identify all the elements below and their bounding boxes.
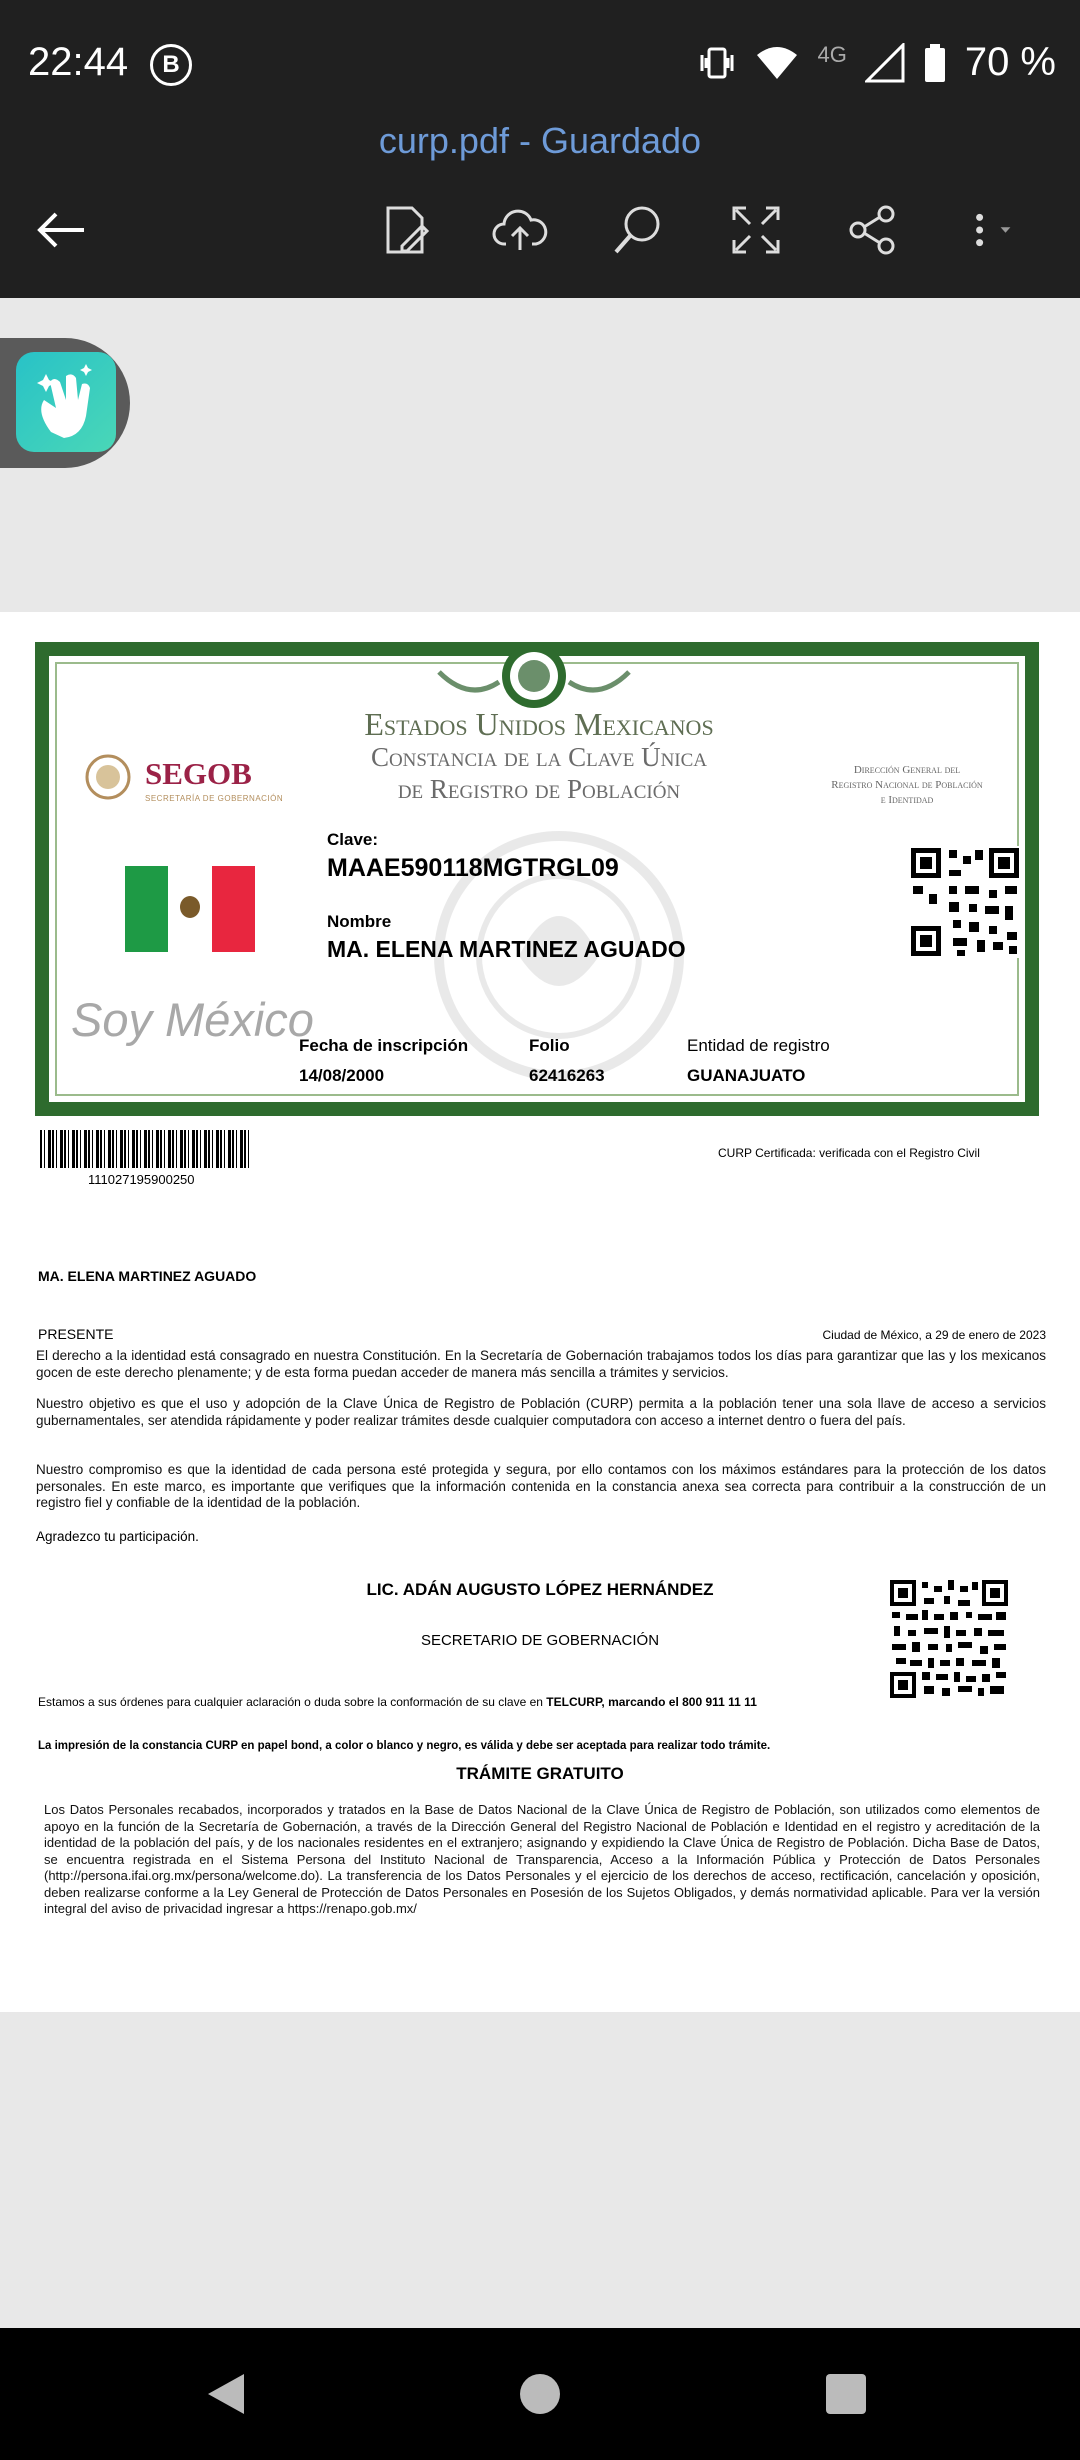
- wifi-icon: [755, 43, 799, 83]
- soy-mexico-text: Soy México: [71, 993, 314, 1046]
- pdf-viewer[interactable]: [0, 298, 1080, 2328]
- back-triangle-icon[interactable]: [204, 2372, 248, 2416]
- recents-square-icon[interactable]: [824, 2372, 868, 2416]
- paragraph-1: El derecho a la identidad está consagrado en nuestra Constitución. En la Secretaría de Gobernación trabajamos todos los días para garantizar que las y los mexicanos gocen de este derecho plenamente; y de esta forma puedan acceder de manera más sencilla a trámites y servicios.: [36, 1348, 1046, 1380]
- thanks-text: Agradezco tu participación.: [36, 1529, 199, 1544]
- validity-note: La impresión de la constancia CURP en papel bond, a color o blanco y negro, es válida y debe ser aceptada para realizar todo trámite.: [38, 1740, 771, 1752]
- direccion-line-1: Dirección General del: [853, 764, 961, 776]
- waving-hand-icon[interactable]: [16, 352, 116, 452]
- fullscreen-icon[interactable]: [728, 202, 784, 258]
- barcode: [40, 1130, 250, 1168]
- cloud-upload-icon[interactable]: [492, 202, 548, 258]
- edit-document-icon[interactable]: [378, 202, 434, 258]
- contact-telcurp: TELCURP, marcando el 800 911 11 11: [546, 1695, 757, 1709]
- paragraph-2: Nuestro objetivo es que el uso y adopción de la Clave Única de Registro de Población (CURP) permita a la población tener una sola llave de acceso a servicios gubernamentales, ser atendida rápidamente y poder realizar trámites desde cualquier computadora con acceso a internet dentro o fuera del país.: [36, 1396, 1046, 1428]
- share-icon[interactable]: [844, 202, 900, 258]
- status-right: [697, 40, 1056, 85]
- app-badge-icon: B: [150, 44, 192, 86]
- assistant-fab[interactable]: [0, 338, 130, 468]
- segob-subtitle: SECRETARÍA DE GOBERNACIÓN: [145, 794, 284, 803]
- direccion-line-2: Registro Nacional de Población: [831, 779, 983, 791]
- pdf-page: [0, 612, 1080, 2012]
- document-title: curp.pdf - Guardado: [378, 120, 702, 161]
- clave-label: Clave:: [327, 830, 379, 849]
- back-arrow-icon[interactable]: [32, 202, 88, 258]
- mexico-flag-icon: [125, 866, 255, 952]
- recipient-name: MA. ELENA MARTINEZ AGUADO: [38, 1268, 257, 1284]
- folio-label: Folio: [529, 1036, 570, 1055]
- presente-text: PRESENTE: [38, 1326, 114, 1342]
- segob-seal-icon: [85, 754, 131, 800]
- network-type: 4G: [817, 41, 847, 67]
- qr-code-icon: [909, 846, 1021, 958]
- nombre-value: MA. ELENA MARTINEZ AGUADO: [327, 936, 686, 962]
- certificada-note: CURP Certificada: verificada con el Registro Civil: [718, 1146, 980, 1160]
- battery-level: 70 %: [964, 40, 1056, 84]
- vibrate-icon: [697, 43, 737, 83]
- clave-value: MAAE590118MGTRGL09: [327, 854, 619, 882]
- folio-value: 62416263: [529, 1066, 605, 1085]
- navigation-bar: [0, 2328, 1080, 2460]
- home-circle-icon[interactable]: [518, 2372, 562, 2416]
- fecha-label: Fecha de inscripción: [299, 1036, 469, 1055]
- curp-certificate: [35, 642, 1039, 1116]
- direccion-line-3: e Identidad: [880, 794, 934, 806]
- entidad-value: GUANAJUATO: [687, 1066, 806, 1085]
- more-menu-icon[interactable]: [960, 202, 1016, 258]
- status-time: 22:44: [28, 40, 129, 84]
- letter-date: Ciudad de México, a 29 de enero de 2023: [822, 1328, 1046, 1342]
- header-line-3: de Registro de Población: [397, 774, 681, 804]
- pdf-toolbar: [0, 120, 1080, 298]
- contact-line: [38, 1695, 757, 1709]
- paragraph-3: Nuestro compromiso es que la identidad de cada persona esté protegida y segura, por ello contamos con los máximos estándares para la protección de los datos personales. En este marco, es importante que verifiques que la información contenida en la constancia anexa sea correcta para contribuir a la construcción de un registro fiel y confiable de la identidad de la población.: [36, 1462, 1046, 1510]
- contact-prefix: Estamos a sus órdenes para cualquier aclaración o duda sobre la conformación de su clave en: [38, 1695, 547, 1709]
- signal-icon: [865, 43, 905, 83]
- nombre-label: Nombre: [327, 912, 392, 931]
- entidad-label: Entidad de registro: [687, 1036, 830, 1055]
- header-line-2: Constancia de la Clave Única: [370, 742, 708, 772]
- header-line-1: Estados Unidos Mexicanos: [364, 706, 714, 742]
- segob-logo-text: SEGOB: [145, 756, 252, 791]
- battery-icon: [923, 43, 947, 83]
- search-icon[interactable]: [610, 202, 666, 258]
- privacy-notice: Los Datos Personales recabados, incorporados y tratados en la Base de Datos Nacional de la Clave Única de Registro de Población, son utilizados como elementos de apoyo en la función de la Secretaría de Gobernación, a través de la Dirección General del Registro Nacional de Población e Identidad en el registro y acreditación de la identidad de la población del país, y de los nacionales residentes en el extranjero; asignando y expidiendo la Clave Única de Registro de Población. Dicha Base de Datos, se encuentra registrada en el Sistema Persona del Instituto Nacional de Transparencia, Acceso a la Información Pública y Protección de Datos Personales (http://persona.ifai.org.mx/persona/welcome.do). La transferencia de los Datos Personales y el ejercicio de los derechos de acceso, rectificación, cancelación y oposición, deben realizarse conforme a la Ley General de Protección de Datos Personales en Posesión de los Sujetos Obligados, y demás normatividad aplicable. Para ver la versión integral del aviso de privacidad ingresar a https://renapo.gob.mx/: [44, 1802, 1040, 1916]
- signature-qr-code-icon: [888, 1578, 1010, 1700]
- status-bar: [0, 0, 1080, 130]
- barcode-number: 111027195900250: [88, 1172, 195, 1187]
- signer-name: LIC. ADÁN AUGUSTO LÓPEZ HERNÁNDEZ: [366, 1580, 714, 1599]
- tramite-gratuito: TRÁMITE GRATUITO: [456, 1764, 624, 1783]
- fecha-value: 14/08/2000: [299, 1066, 385, 1085]
- signer-title: SECRETARIO DE GOBERNACIÓN: [420, 1632, 660, 1649]
